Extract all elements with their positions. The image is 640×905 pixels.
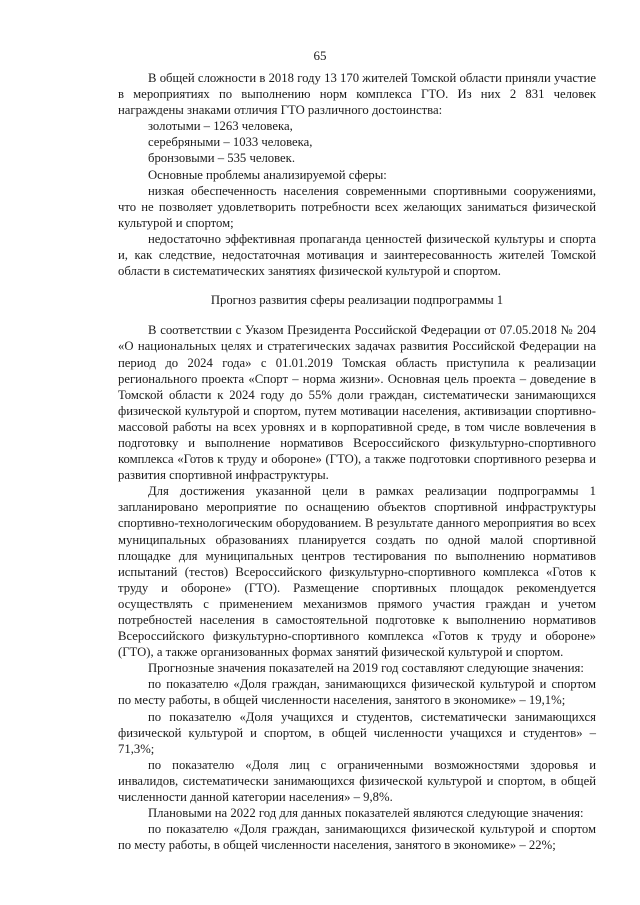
document-body (118, 70, 596, 853)
paragraph-problem-promotion: недостаточно эффективная пропаганда ценностей физической культуры и спорта и, как следствие, недостаточная мотивация и заинтересованность жителей Томской области в систематических занятиях физической культурой и спортом. (118, 231, 596, 279)
paragraph-decree: В соответствии с Указом Президента Российской Федерации от 07.05.2018 № 204 «О национальных целях и стратегических задачах развития Российской Федерации на период до 2024 года» с 01.01.2019 Томская область приступила к реализации регионального проекта «Спорт – норма жизни». Основная цель проекта – доведение в Томской области к 2024 году до 55% доли граждан, систематически занимающихся физической культурой и спортом, путем мотивации населения, активизации спортивно-массовой работы на всех уровнях и в корпоративной среде, в том числе вовлечения в подготовку и выполнение нормативов Всероссийского физкультурно-спортивного комплекса «Готов к труду и обороне» (ГТО), а также подготовки спортивного резерва и развития спортивной инфраструктуры. (118, 323, 596, 483)
paragraph-indicator-students-2019: по показателю «Доля учащихся и студентов, систематически занимающихся физической культурой и спортом, в общей численности учащихся и студентов» – 71,3%; (118, 709, 596, 756)
page-number: 65 (313, 48, 327, 63)
paragraph-plan-2022: Плановыми на 2022 год для данных показателей являются следующие значения: (148, 806, 584, 821)
section-heading: Прогноз развития сферы реализации подпрограммы 1 (210, 293, 504, 308)
paragraph-indicator-workers-2022: по показателю «Доля граждан, занимающихся физической культурой и спортом по месту работы, в общей численности населения, занятого в экономике» – 22%; (118, 822, 596, 853)
list-item-bronze: бронзовыми – 535 человек. (148, 151, 296, 166)
list-item-silver: серебряными – 1033 человека, (148, 135, 313, 150)
paragraph-forecast-2019: Прогнозные значения показателей на 2019 год составляют следующие значения: (148, 661, 584, 676)
paragraph-indicator-workers-2019: по показателю «Доля граждан, занимающихся физической культурой и спортом по месту работы, в общей численности населения, занятого в экономике» – 19,1%; (118, 677, 596, 708)
paragraph-problem-facilities: низкая обеспеченность населения современными спортивными сооружениями, что не позволяет удовлетворить потребности всех желающих заниматься физической культурой и спортом; (118, 183, 596, 230)
paragraph-main-problems: Основные проблемы анализируемой сферы: (148, 167, 387, 182)
paragraph-gto-participation: В общей сложности в 2018 году 13 170 жителей Томской области приняли участие в мероприятиях по выполнению норм комплекса ГТО. Из них 2 831 человек награждены знаками отличия ГТО различного достоинства: (118, 71, 596, 118)
paragraph-indicator-disabled-2019: по показателю «Доля лиц с ограниченными возможностями здоровья и инвалидов, систематически занимающихся физической культурой и спортом, в общей численности данной категории населения» – 9,8%. (118, 757, 596, 805)
list-item-gold: золотыми – 1263 человека, (148, 119, 293, 134)
paragraph-equipment: Для достижения указанной цели в рамках реализации подпрограммы 1 запланировано мероприятие по оснащению объектов спортивной инфраструктуры спортивно-технологическим оборудованием. В результате данного мероприятия во всех муниципальных образованиях планируется создать по одной малой спортивной площадке для муниципальных центров тестирования по выполнению нормативов испытаний (тестов) Всероссийского физкультурно-спортивного комплекса «Готов к труду и обороне» (ГТО). Размещение спортивных площадок рекомендуется осуществлять с применением механизмов прямого участия граждан и учетом потребностей населения в самостоятельной подготовке к выполнению нормативов Всероссийского физкультурно-спортивного комплекса «Готов к труду и обороне» (ГТО), а также организованных формах занятий физической культурой и спортом. (118, 484, 596, 660)
